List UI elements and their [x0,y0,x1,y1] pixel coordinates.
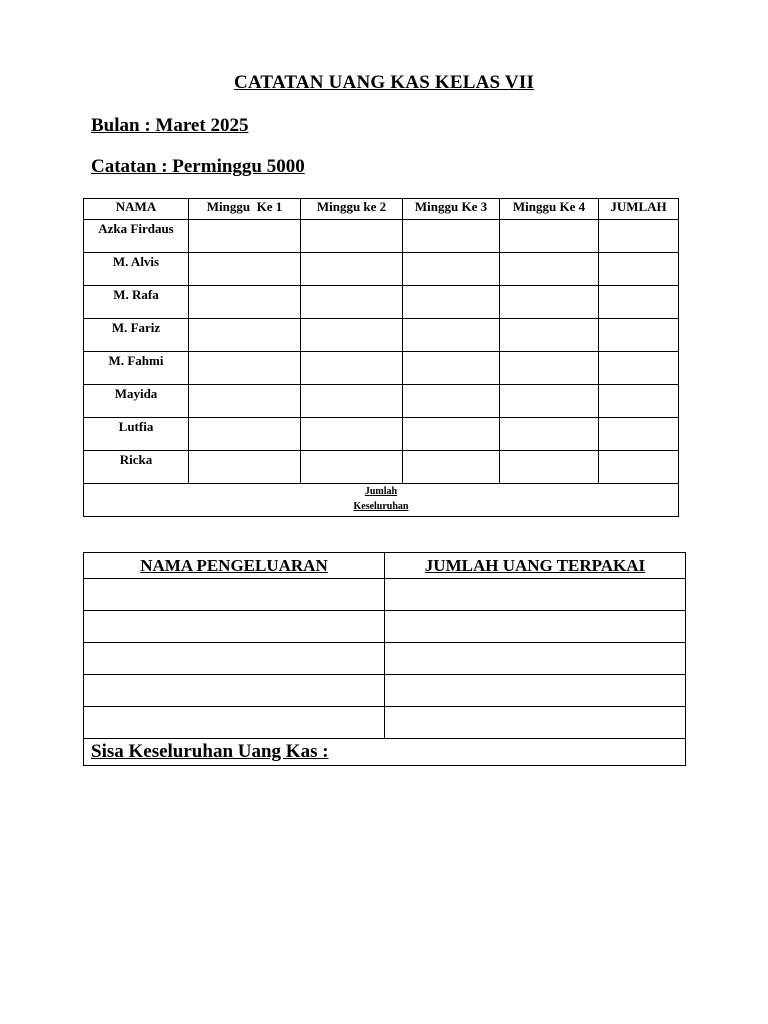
week-4-cell [500,418,599,451]
header-minggu-2: Minggu ke 2 [301,199,403,220]
week-3-cell [403,220,500,253]
table-row [84,286,679,319]
week-3-cell [403,352,500,385]
table-header-row [84,199,679,220]
grand-total-label: Jumlah Keseluruhan [353,486,409,512]
week-4-cell [500,319,599,352]
month-line: Bulan : Maret 2025 [91,115,249,136]
week-2-cell [301,319,403,352]
week-1-cell [189,319,301,352]
week-4-cell [500,385,599,418]
total-cell [599,286,679,319]
expense-name-cell [84,643,385,675]
week-2-cell [301,220,403,253]
student-name: M. Rafa [84,286,189,319]
remaining-balance-row [84,739,686,766]
week-4-cell [500,286,599,319]
grand-total-cell [84,484,679,517]
expense-row [84,707,686,739]
week-2-cell [301,385,403,418]
week-1-cell [189,286,301,319]
expense-row [84,579,686,611]
remaining-balance-label: Sisa Keseluruhan Uang Kas : [84,739,686,766]
expense-amount-cell [385,675,686,707]
table-row [84,253,679,286]
week-3-cell [403,418,500,451]
cash-record-table [83,198,679,517]
header-jumlah: JUMLAH [599,199,679,220]
document-title: CATATAN UANG KAS KELAS VII [233,72,535,93]
student-name: M. Alvis [84,253,189,286]
table-row [84,385,679,418]
expense-amount-cell [385,643,686,675]
table-row [84,352,679,385]
student-name: Mayida [84,385,189,418]
expense-row [84,643,686,675]
week-3-cell [403,286,500,319]
expense-table [83,552,686,766]
table-row [84,451,679,484]
week-1-cell [189,253,301,286]
week-1-cell [189,220,301,253]
week-2-cell [301,451,403,484]
student-name: Azka Firdaus [84,220,189,253]
week-2-cell [301,418,403,451]
week-1-cell [189,451,301,484]
table-row [84,220,679,253]
header-minggu-3: Minggu Ke 3 [403,199,500,220]
expense-amount-cell [385,611,686,643]
week-1-cell [189,352,301,385]
expense-name-cell [84,707,385,739]
student-name: M. Fahmi [84,352,189,385]
total-cell [599,352,679,385]
week-4-cell [500,253,599,286]
header-minggu-4: Minggu Ke 4 [500,199,599,220]
expense-header-row [84,553,686,579]
week-4-cell [500,451,599,484]
expense-row [84,675,686,707]
week-4-cell [500,352,599,385]
week-3-cell [403,253,500,286]
week-1-cell [189,418,301,451]
week-1-cell [189,385,301,418]
expense-name-cell [84,675,385,707]
expense-name-cell [84,611,385,643]
week-3-cell [403,319,500,352]
header-nama: NAMA [84,199,189,220]
table-row [84,418,679,451]
total-cell [599,253,679,286]
table-footer-row [84,484,679,517]
week-2-cell [301,352,403,385]
total-cell [599,319,679,352]
week-2-cell [301,253,403,286]
expense-name-cell [84,579,385,611]
table-row [84,319,679,352]
expense-row [84,611,686,643]
expense-amount-cell [385,707,686,739]
header-jumlah-uang: JUMLAH UANG TERPAKAI [385,553,686,579]
week-2-cell [301,286,403,319]
student-name: Lutfia [84,418,189,451]
total-cell [599,220,679,253]
week-4-cell [500,220,599,253]
student-name: Ricka [84,451,189,484]
note-line: Catatan : Perminggu 5000 [91,156,305,177]
week-3-cell [403,385,500,418]
header-nama-pengeluaran: NAMA PENGELUARAN [84,553,385,579]
expense-amount-cell [385,579,686,611]
header-minggu-1: Minggu Ke 1 [189,199,301,220]
total-cell [599,451,679,484]
total-cell [599,385,679,418]
week-3-cell [403,451,500,484]
total-cell [599,418,679,451]
student-name: M. Fariz [84,319,189,352]
